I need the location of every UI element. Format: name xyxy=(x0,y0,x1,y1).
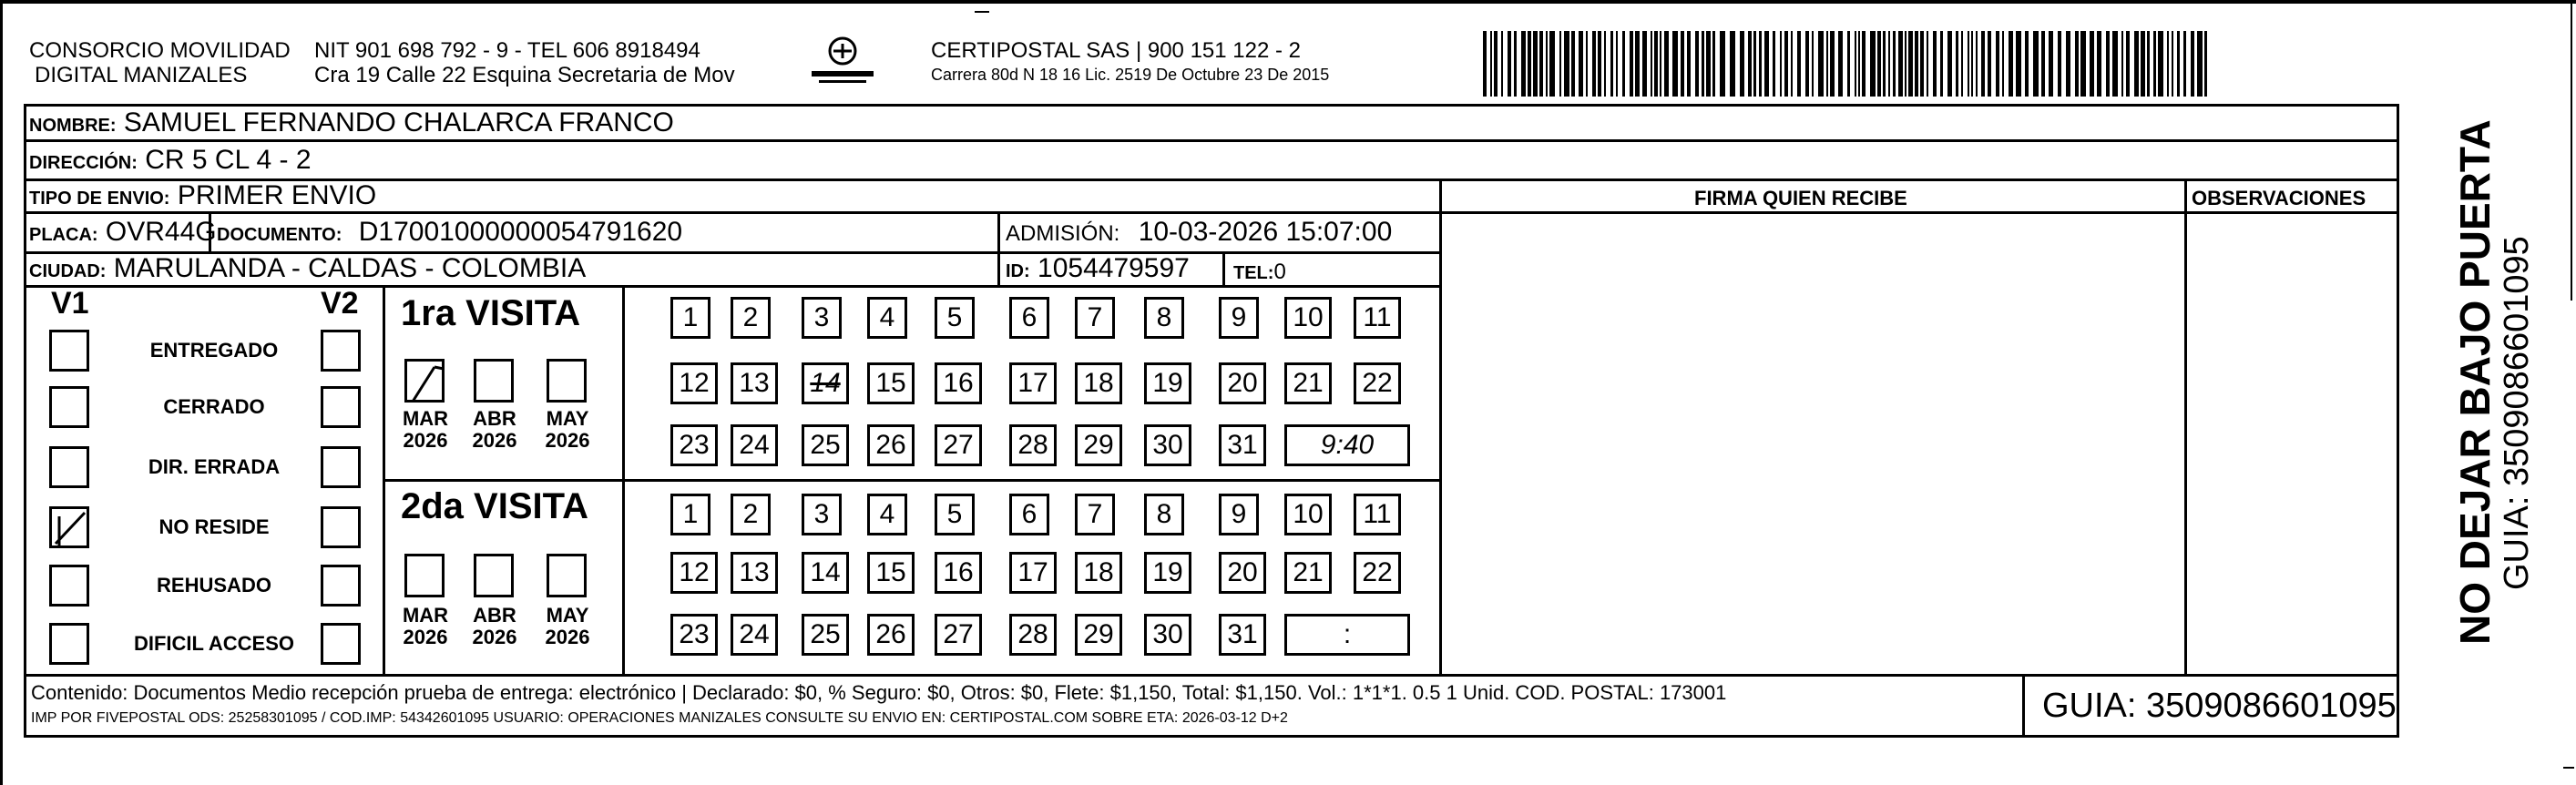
barcode-bar xyxy=(1996,31,1999,97)
certipostal-logo-icon xyxy=(806,35,879,89)
id-field xyxy=(1006,253,1190,287)
day-box[interactable]: 21 xyxy=(1284,552,1332,594)
barcode-bar xyxy=(2204,31,2207,97)
barcode-bar xyxy=(1508,31,1511,97)
barcode-bar xyxy=(1521,31,1526,97)
barcode-bar xyxy=(1877,31,1881,97)
barcode-bar xyxy=(1855,31,1856,97)
barcode-bar xyxy=(1706,31,1711,97)
ciudad-label: CIUDAD: xyxy=(29,261,107,281)
barcode-bar xyxy=(2041,31,2045,97)
barcode-bar xyxy=(1598,31,1601,97)
barcode-bar xyxy=(2197,31,2203,97)
id-label: ID: xyxy=(1006,261,1030,281)
day-box[interactable]: 8 xyxy=(1144,297,1184,339)
ciudad-field xyxy=(29,253,586,287)
day-box[interactable]: 9 xyxy=(1219,297,1259,339)
barcode-bar xyxy=(1501,31,1503,97)
barcode-bar xyxy=(1961,31,1963,97)
barcode-bar xyxy=(1908,31,1913,97)
day-box[interactable]: 10 xyxy=(1284,494,1332,535)
barcode-bar xyxy=(1564,31,1569,97)
day-box[interactable]: 30 xyxy=(1144,614,1191,656)
day-box[interactable]: 20 xyxy=(1219,552,1266,594)
day-box[interactable]: 11 xyxy=(1354,494,1401,535)
sender-company-line1: CONSORCIO MOVILIDAD xyxy=(29,38,291,63)
tipo-envio-label: TIPO DE ENVIO: xyxy=(29,189,170,209)
day-box[interactable]: 15 xyxy=(867,362,915,404)
frame-bottom xyxy=(24,735,2399,738)
month-year: 2026 xyxy=(545,429,590,452)
side-warning: NO DEJAR BAJO PUERTA xyxy=(2451,119,2499,645)
day-box[interactable]: 7 xyxy=(1075,297,1115,339)
barcode-bar xyxy=(1712,31,1715,97)
barcode-bar xyxy=(2080,31,2086,97)
barcode-bar xyxy=(1610,31,1613,97)
tel-value: 0 xyxy=(1273,260,1286,284)
barcode-bar xyxy=(1826,31,1828,97)
firma-header: FIRMA QUIEN RECIBE xyxy=(1694,187,1907,209)
barcode-bar xyxy=(1702,31,1704,97)
day-box[interactable]: 13 xyxy=(731,362,778,404)
barcode-bar xyxy=(1528,31,1531,97)
barcode-bar xyxy=(1920,31,1924,97)
frame-right xyxy=(2397,104,2399,738)
day-box[interactable]: 31 xyxy=(1219,614,1266,656)
barcode-bar xyxy=(1784,31,1788,97)
day-box[interactable]: 1 xyxy=(670,494,710,535)
month-label xyxy=(394,408,457,452)
barcode-bar xyxy=(1988,31,1991,97)
tipo-envio-value: PRIMER ENVIO xyxy=(177,180,377,210)
barcode-bar xyxy=(1773,31,1775,97)
barcode-bar xyxy=(2106,31,2110,97)
tipo-envio-field xyxy=(29,180,376,214)
barcode-bar xyxy=(2009,31,2013,97)
barcode-bar xyxy=(1672,31,1678,97)
month-name: MAR xyxy=(402,407,449,430)
v1-checkbox[interactable] xyxy=(49,446,89,488)
col-obs-left xyxy=(2184,178,2187,675)
barcode-bar xyxy=(1604,31,1606,97)
barcode-bar xyxy=(1730,31,1735,97)
day-box[interactable]: 28 xyxy=(1009,614,1057,656)
id-value: 1054479597 xyxy=(1038,253,1190,283)
barcode-bar xyxy=(1654,31,1658,97)
barcode-bar xyxy=(1592,31,1596,97)
right-edge-tick xyxy=(2563,767,2574,769)
month-year: 2026 xyxy=(545,626,590,648)
barcode-bar xyxy=(1687,31,1691,97)
sender-details xyxy=(314,38,735,87)
day-box[interactable]: 4 xyxy=(867,297,907,339)
barcode-bar xyxy=(1586,31,1588,97)
barcode-bar xyxy=(1927,31,1928,97)
barcode-bar xyxy=(1870,31,1876,97)
barcode-bar xyxy=(1893,31,1896,97)
tel-label: TEL: xyxy=(1233,263,1274,283)
first-visit-title: 1ra VISITA xyxy=(401,293,581,333)
barcode-bar xyxy=(2126,31,2130,97)
v2-checkbox[interactable] xyxy=(321,506,361,548)
barcode-bar xyxy=(2172,31,2173,97)
barcode-bar xyxy=(1933,31,1937,97)
day-box[interactable]: 30 xyxy=(1144,424,1191,466)
day-box[interactable]: 6 xyxy=(1009,297,1049,339)
footer-contenido: Contenido: Documentos Medio recepción prueba de entrega: electrónico | Declarado: $0, % Seguro: $0, Otros: $0, Flete: $1,150, Total: $1,150. Vol.: 1*1*1. 0.5 1 Unid. COD. POSTAL: 173001 xyxy=(31,681,1727,704)
barcode-bar xyxy=(1947,31,1952,97)
frame-left xyxy=(24,104,26,738)
barcode-bar xyxy=(2177,31,2180,97)
barcode-bar xyxy=(1858,31,1860,97)
barcode-bar xyxy=(1630,31,1633,97)
day-box[interactable]: 2 xyxy=(731,494,771,535)
month-checkbox[interactable] xyxy=(404,554,445,597)
day-box[interactable]: 20 xyxy=(1219,362,1266,404)
nombre-value: SAMUEL FERNANDO CHALARCA FRANCO xyxy=(123,107,674,138)
col-admision xyxy=(997,211,1000,285)
barcode-bar xyxy=(1805,31,1809,97)
barcode-bar xyxy=(2016,31,2021,97)
barcode-bar xyxy=(1664,31,1669,97)
barcode-bar xyxy=(2112,31,2118,97)
frame-top xyxy=(24,104,2399,107)
barcode-bar xyxy=(2147,31,2150,97)
barcode-bar xyxy=(1940,31,1943,97)
day-box[interactable]: 9 xyxy=(1219,494,1259,535)
admision-field xyxy=(1006,217,1392,250)
barcode-bar xyxy=(1681,31,1684,97)
barcode xyxy=(1483,31,2212,97)
row-sep-visits xyxy=(383,479,1441,482)
carrier-name: CERTIPOSTAL SAS | 900 151 122 - 2 xyxy=(931,38,1301,63)
ciudad-value: MARULANDA - CALDAS - COLOMBIA xyxy=(113,253,587,283)
col-firma-left xyxy=(1439,178,1442,675)
status-label: REHUSADO xyxy=(157,574,271,596)
col-tel xyxy=(1222,251,1225,285)
v1-header: V1 xyxy=(51,286,89,321)
barcode-bar xyxy=(1559,31,1561,97)
barcode-bar xyxy=(1915,31,1918,97)
documento-field xyxy=(217,217,682,250)
v2-checkbox[interactable] xyxy=(321,623,361,665)
barcode-bar xyxy=(1981,31,1985,97)
barcode-bar xyxy=(2075,31,2079,97)
status-label: CERRADO xyxy=(163,395,265,418)
barcode-bar xyxy=(1579,31,1583,97)
barcode-bar xyxy=(1546,31,1548,97)
barcode-bar xyxy=(1651,31,1652,97)
month-checkbox[interactable] xyxy=(547,359,587,403)
day-box[interactable]: 15 xyxy=(867,552,915,594)
barcode-bar xyxy=(1883,31,1886,97)
barcode-bar xyxy=(1616,31,1618,97)
status-label: ENTREGADO xyxy=(149,339,279,362)
day-box[interactable]: 14 xyxy=(802,552,849,594)
barcode-bar xyxy=(1862,31,1866,97)
barcode-bar xyxy=(1888,31,1890,97)
barcode-bar xyxy=(1571,31,1575,97)
v2-checkbox[interactable] xyxy=(321,446,361,488)
v2-checkbox[interactable] xyxy=(321,330,361,372)
barcode-bar xyxy=(1812,31,1814,97)
barcode-bar xyxy=(1622,31,1625,97)
barcode-bar xyxy=(1830,31,1835,97)
col-status-visits xyxy=(383,285,385,674)
admision-value: 10-03-2026 15:07:00 xyxy=(1138,217,1393,247)
check-mark-icon xyxy=(407,362,447,405)
barcode-bar xyxy=(1635,31,1640,97)
day-box[interactable]: 25 xyxy=(802,424,849,466)
barcode-bar xyxy=(1549,31,1555,97)
day-box[interactable]: 27 xyxy=(935,424,982,466)
barcode-bar xyxy=(1642,31,1647,97)
tel-field xyxy=(1233,257,1286,289)
day-box[interactable]: 17 xyxy=(1009,362,1057,404)
barcode-bar xyxy=(2153,31,2156,97)
barcode-bar xyxy=(1660,31,1661,97)
day-box[interactable]: 28 xyxy=(1009,424,1057,466)
barcode-bar xyxy=(1905,31,1906,97)
barcode-bar xyxy=(1847,31,1850,97)
barcode-bar xyxy=(1838,31,1843,97)
col-months-days xyxy=(622,285,625,674)
barcode-bar xyxy=(1976,31,1978,97)
row-sep-footer xyxy=(24,674,2399,677)
row-sep-2 xyxy=(24,178,2399,181)
barcode-bar xyxy=(1971,31,1973,97)
status-label: DIR. ERRADA xyxy=(148,455,281,478)
barcode-bar xyxy=(1494,31,1498,97)
sender-nit: NIT 901 698 792 - 9 - TEL 606 8918494 xyxy=(314,38,700,63)
day-box[interactable]: 29 xyxy=(1075,424,1122,466)
right-edge-mark xyxy=(2571,0,2572,301)
second-visit-title: 2da VISITA xyxy=(401,486,588,526)
nombre-label: NOMBRE: xyxy=(29,116,117,136)
day-box[interactable]: 11 xyxy=(1354,297,1401,339)
v1-checkbox[interactable] xyxy=(49,565,89,607)
nombre-field xyxy=(29,107,674,141)
barcode-bar xyxy=(2090,31,2094,97)
month-checkbox[interactable] xyxy=(474,554,514,597)
barcode-bar xyxy=(2033,31,2039,97)
day-box[interactable]: 18 xyxy=(1075,362,1122,404)
barcode-bar xyxy=(1780,31,1782,97)
barcode-bar xyxy=(1898,31,1903,97)
day-box[interactable]: 27 xyxy=(935,614,982,656)
barcode-bar xyxy=(2167,31,2169,97)
month-label xyxy=(536,605,599,648)
v1-checkbox[interactable] xyxy=(49,623,89,665)
day-box[interactable]: 24 xyxy=(731,614,778,656)
barcode-bar xyxy=(2002,31,2004,97)
day-box[interactable]: 31 xyxy=(1219,424,1266,466)
direccion-field xyxy=(29,145,312,178)
page-top-tick xyxy=(975,11,989,13)
month-label xyxy=(394,605,457,648)
sender-address: Cra 19 Calle 22 Esquina Secretaria de Mov xyxy=(314,63,735,87)
v2-checkbox[interactable] xyxy=(321,386,361,428)
barcode-bar xyxy=(1514,31,1517,97)
day-box[interactable]: 17 xyxy=(1009,552,1057,594)
carrier-address: Carrera 80d N 18 16 Lic. 2519 De Octubre 23 De 2015 xyxy=(931,66,1330,84)
month-name: ABR xyxy=(473,604,516,627)
firma-header-bottom xyxy=(1439,211,2399,214)
month-label xyxy=(463,605,526,648)
v1-checkbox[interactable] xyxy=(49,506,89,548)
month-label xyxy=(463,408,526,452)
day-box[interactable]: 8 xyxy=(1144,494,1184,535)
carrier-details xyxy=(931,38,1329,87)
footer-guia: GUIA: 3509086601095 xyxy=(2042,687,2397,725)
day-box[interactable]: 29 xyxy=(1075,614,1122,656)
status-label: DIFICIL ACCESO xyxy=(133,632,294,655)
barcode-bar xyxy=(1490,31,1492,97)
status-label: NO RESIDE xyxy=(158,515,270,538)
day-box[interactable]: 5 xyxy=(935,494,975,535)
month-name: ABR xyxy=(473,407,516,430)
barcode-bar xyxy=(2097,31,2101,97)
v2-checkbox[interactable] xyxy=(321,565,361,607)
barcode-bar xyxy=(1539,31,1543,97)
day-box[interactable]: 3 xyxy=(802,297,842,339)
day-box[interactable]: 2 xyxy=(731,297,771,339)
barcode-bar xyxy=(1956,31,1958,97)
day-box[interactable]: 16 xyxy=(935,552,982,594)
footer-imp: IMP POR FIVEPOSTAL ODS: 25258301095 / COD.IMP: 54342601095 USUARIO: OPERACIONES MANIZALES CONSULTE SU ENVIO EN: CERTIPOSTAL.COM SOBRE ETA: 2026-03-12 D+2 xyxy=(31,710,1288,726)
placa-field xyxy=(29,217,217,250)
barcode-bar xyxy=(1968,31,1969,97)
day-box[interactable]: 26 xyxy=(867,424,915,466)
v1-checkbox[interactable] xyxy=(49,386,89,428)
month-year: 2026 xyxy=(472,429,517,452)
day-box[interactable]: 12 xyxy=(670,552,718,594)
barcode-bar xyxy=(1759,31,1762,97)
barcode-bar xyxy=(1748,31,1752,97)
sender-company-line2: DIGITAL MANIZALES xyxy=(35,63,248,87)
day-box[interactable]: 26 xyxy=(867,614,915,656)
side-vertical-text xyxy=(2452,119,2536,645)
barcode-bar xyxy=(1764,31,1769,97)
documento-value: D17001000000054791620 xyxy=(358,217,683,247)
day-box[interactable]: 25 xyxy=(802,614,849,656)
barcode-bar xyxy=(2066,31,2070,97)
barcode-bar xyxy=(2058,31,2061,97)
col-guia-footer xyxy=(2022,674,2025,736)
month-label xyxy=(536,408,599,452)
month-name: MAY xyxy=(546,407,589,430)
day-box[interactable]: 19 xyxy=(1144,362,1191,404)
day-box[interactable]: 24 xyxy=(731,424,778,466)
sender-company xyxy=(29,38,291,87)
day-box[interactable]: 4 xyxy=(867,494,907,535)
month-year: 2026 xyxy=(403,429,448,452)
barcode-bar xyxy=(1720,31,1725,97)
admision-label: ADMISIÓN: xyxy=(1006,221,1120,246)
placa-label: PLACA: xyxy=(29,225,98,245)
day-box[interactable]: 12 xyxy=(670,362,718,404)
barcode-bar xyxy=(1818,31,1824,97)
first-visit-time[interactable]: 9:40 xyxy=(1284,424,1410,466)
placa-value: OVR44G xyxy=(105,217,217,247)
barcode-bar xyxy=(2158,31,2163,97)
month-checkbox[interactable] xyxy=(547,554,587,597)
month-year: 2026 xyxy=(403,626,448,648)
barcode-bar xyxy=(1483,31,1487,97)
day-box[interactable]: 14 xyxy=(802,362,849,404)
direccion-label: DIRECCIÓN: xyxy=(29,153,138,173)
barcode-bar xyxy=(2191,31,2194,97)
page-top-border xyxy=(0,0,2576,4)
day-box[interactable]: 23 xyxy=(670,614,718,656)
day-box[interactable]: 22 xyxy=(1354,552,1401,594)
month-name: MAY xyxy=(546,604,589,627)
day-box[interactable]: 19 xyxy=(1144,552,1191,594)
barcode-bar xyxy=(2025,31,2029,97)
day-box[interactable]: 7 xyxy=(1075,494,1115,535)
day-box[interactable]: 22 xyxy=(1354,362,1401,404)
second-visit-time[interactable]: : xyxy=(1284,614,1410,656)
barcode-bar xyxy=(1791,31,1793,97)
barcode-bar xyxy=(1695,31,1699,97)
month-year: 2026 xyxy=(472,626,517,648)
month-checkbox[interactable] xyxy=(474,359,514,403)
day-box[interactable]: 5 xyxy=(935,297,975,339)
day-box[interactable]: 18 xyxy=(1075,552,1122,594)
month-checkbox[interactable] xyxy=(404,359,445,403)
day-box[interactable]: 6 xyxy=(1009,494,1049,535)
day-box[interactable]: 1 xyxy=(670,297,710,339)
day-box[interactable]: 21 xyxy=(1284,362,1332,404)
barcode-bar xyxy=(1797,31,1801,97)
check-mark-icon xyxy=(52,509,92,551)
v2-header: V2 xyxy=(321,286,359,321)
side-guia: GUIA: 3509086601095 xyxy=(2498,236,2536,590)
barcode-bar xyxy=(2141,31,2145,97)
month-name: MAR xyxy=(402,604,449,627)
direccion-value: CR 5 CL 4 - 2 xyxy=(145,145,312,175)
barcode-bar xyxy=(2134,31,2139,97)
day-box[interactable]: 10 xyxy=(1284,297,1332,339)
observaciones-header: OBSERVACIONES xyxy=(2192,187,2366,209)
barcode-bar xyxy=(2049,31,2053,97)
documento-label: DOCUMENTO: xyxy=(217,225,342,245)
day-box[interactable]: 13 xyxy=(731,552,778,594)
page-left-border xyxy=(0,0,3,785)
day-box[interactable]: 3 xyxy=(802,494,842,535)
v1-checkbox[interactable] xyxy=(49,330,89,372)
barcode-bar xyxy=(1753,31,1756,97)
barcode-bar xyxy=(1740,31,1744,97)
barcode-bar xyxy=(2183,31,2186,97)
barcode-bar xyxy=(1533,31,1538,97)
barcode-bar xyxy=(2121,31,2123,97)
day-box[interactable]: 23 xyxy=(670,424,718,466)
day-box[interactable]: 16 xyxy=(935,362,982,404)
